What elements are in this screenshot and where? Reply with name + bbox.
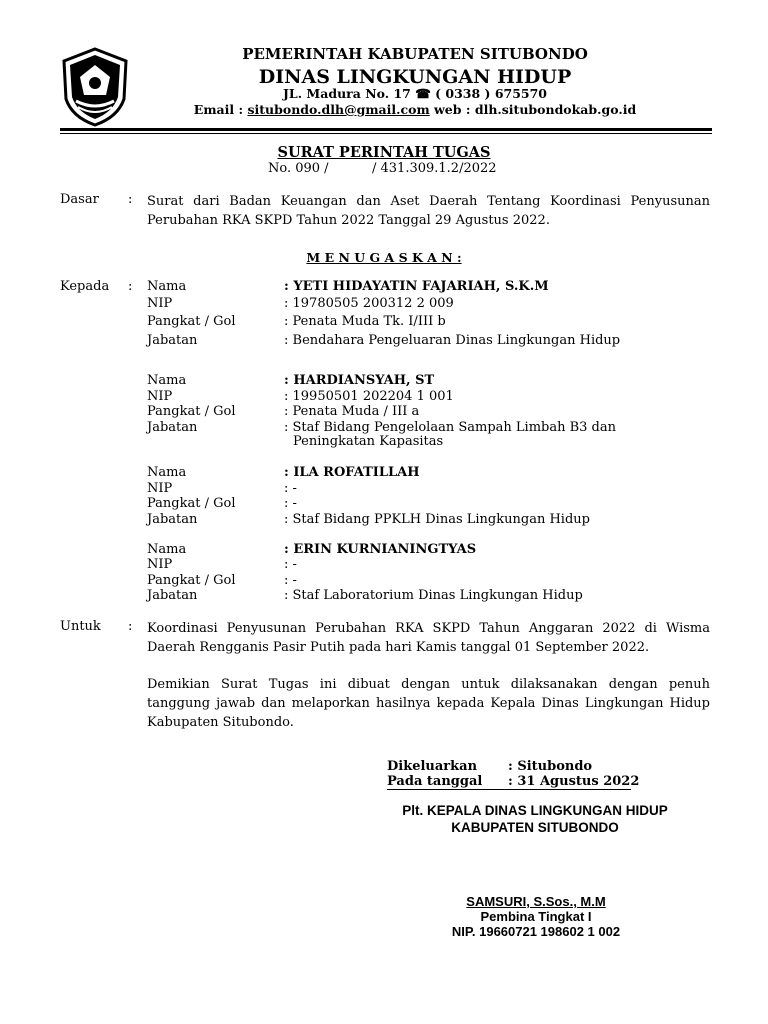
person-2-jabatan: : Staf Bidang Pengelolaan Sampah Limbah B3 dan — [284, 420, 616, 435]
person-2-jabatan-continued: Peningkatan Kapasitas — [293, 434, 444, 449]
person-2-nama: : HARDIANSYAH, ST — [284, 373, 435, 388]
dasar-label: Dasar — [60, 192, 99, 207]
person-2-nip-label: NIP — [147, 389, 173, 404]
person-3-nama-label: Nama — [147, 465, 187, 480]
person-4-pangkat-label: Pangkat / Gol — [147, 573, 236, 588]
person-1-nip: : 19780505 200312 2 009 — [284, 296, 454, 311]
person-2-nip: : 19950501 202204 1 001 — [284, 389, 454, 404]
person-4-nip: : - — [284, 557, 297, 572]
untuk-text: Koordinasi Penyusunan Perubahan RKA SKPD Tahun Anggaran 2022 di Wisma Daerah Rengganis Pasir Putih pada hari Kamis tanggal 01 September 2022. — [147, 621, 710, 655]
issued-date-label: Pada tanggal — [387, 774, 483, 789]
person-4-nama: : ERIN KURNIANINGTYAS — [284, 542, 477, 557]
signatory-title: Plt. KEPALA DINAS LINGKUNGAN HIDUP — [402, 803, 668, 818]
person-3-nip-label: NIP — [147, 481, 173, 496]
document-number-prefix: No. 090 / — [268, 161, 329, 176]
person-1-pangkat-label: Pangkat / Gol — [147, 314, 236, 329]
untuk-colon: : — [128, 619, 133, 634]
person-3-jabatan: : Staf Bidang PPKLH Dinas Lingkungan Hidup — [284, 512, 590, 527]
kepada-colon: : — [128, 279, 133, 294]
signatory-region: KABUPATEN SITUBONDO — [451, 820, 619, 835]
person-3-pangkat-label: Pangkat / Gol — [147, 496, 236, 511]
signatory-rank: Pembina Tingkat I — [480, 909, 592, 924]
kabupaten-situbondo-emblem — [60, 47, 130, 127]
header-agency-name: DINAS LINGKUNGAN HIDUP — [258, 66, 572, 88]
signatory-name: SAMSURI, S.Sos., M.M — [466, 894, 606, 909]
document-number-suffix: / 431.309.1.2/2022 — [372, 161, 497, 176]
header-government-name: PEMERINTAH KABUPATEN SITUBONDO — [242, 45, 588, 63]
web-link[interactable]: dlh.situbondokab.go.id — [474, 102, 637, 117]
issued-place-value: : Situbondo — [508, 759, 593, 774]
header-contact-line — [180, 102, 650, 117]
issued-date-value: : 31 Agustus 2022 — [508, 774, 640, 789]
person-2-jabatan-label: Jabatan — [147, 420, 198, 435]
header-divider-thick — [60, 128, 712, 131]
person-4-nama-label: Nama — [147, 542, 187, 557]
person-1-nip-label: NIP — [147, 296, 173, 311]
person-3-nama: : ILA ROFATILLAH — [284, 465, 420, 480]
signatory-nip: NIP. 19660721 198602 1 002 — [451, 924, 621, 939]
header-address: JL. Madura No. 17 — [282, 86, 411, 101]
header-phone: ( 0338 ) 675570 — [435, 86, 547, 101]
menugaskan-heading: M E N U G A S K A N : — [306, 250, 462, 265]
person-3-pangkat: : - — [284, 496, 297, 511]
person-1-jabatan-label: Jabatan — [147, 333, 198, 348]
issued-underline — [387, 789, 631, 790]
telephone-icon: ☎ — [415, 86, 431, 101]
header-address-line — [200, 86, 630, 101]
dasar-text: Surat dari Badan Keuangan dan Aset Daerah Tentang Koordinasi Penyusunan Perubahan RKA SKPD Tahun 2022 Tanggal 29 Agustus 2022. — [147, 194, 710, 228]
person-4-jabatan: : Staf Laboratorium Dinas Lingkungan Hidup — [284, 588, 583, 603]
person-1-pangkat: : Penata Muda Tk. I/III b — [284, 314, 446, 329]
person-2-nama-label: Nama — [147, 373, 187, 388]
email-link[interactable]: situbondo.dlh@gmail.com — [247, 102, 430, 117]
web-label: web : — [434, 102, 471, 117]
person-4-nip-label: NIP — [147, 557, 173, 572]
person-3-nip: : - — [284, 481, 297, 496]
issued-place-label: Dikeluarkan — [387, 759, 478, 774]
person-3-jabatan-label: Jabatan — [147, 512, 198, 527]
person-4-jabatan-label: Jabatan — [147, 588, 198, 603]
person-4-pangkat: : - — [284, 573, 297, 588]
person-2-pangkat-label: Pangkat / Gol — [147, 404, 236, 419]
email-label: Email : — [193, 102, 244, 117]
untuk-label: Untuk — [60, 619, 101, 634]
person-1-nama: : YETI HIDAYATIN FAJARIAH, S.K.M — [284, 279, 549, 294]
person-1-jabatan: : Bendahara Pengeluaran Dinas Lingkungan Hidup — [284, 333, 621, 348]
kepada-label: Kepada — [60, 279, 110, 294]
header-divider-thin — [60, 133, 712, 134]
document-title: SURAT PERINTAH TUGAS — [277, 144, 491, 161]
dasar-colon: : — [128, 192, 133, 207]
closing-paragraph: Demikian Surat Tugas ini dibuat dengan untuk dilaksanakan dengan penuh tanggung jawab dan melaporkan hasilnya kepada Kepala Dinas Lingkungan Hidup Kabupaten Situbondo. — [147, 677, 710, 730]
person-1-nama-label: Nama — [147, 279, 187, 294]
person-2-pangkat: : Penata Muda / III a — [284, 404, 420, 419]
